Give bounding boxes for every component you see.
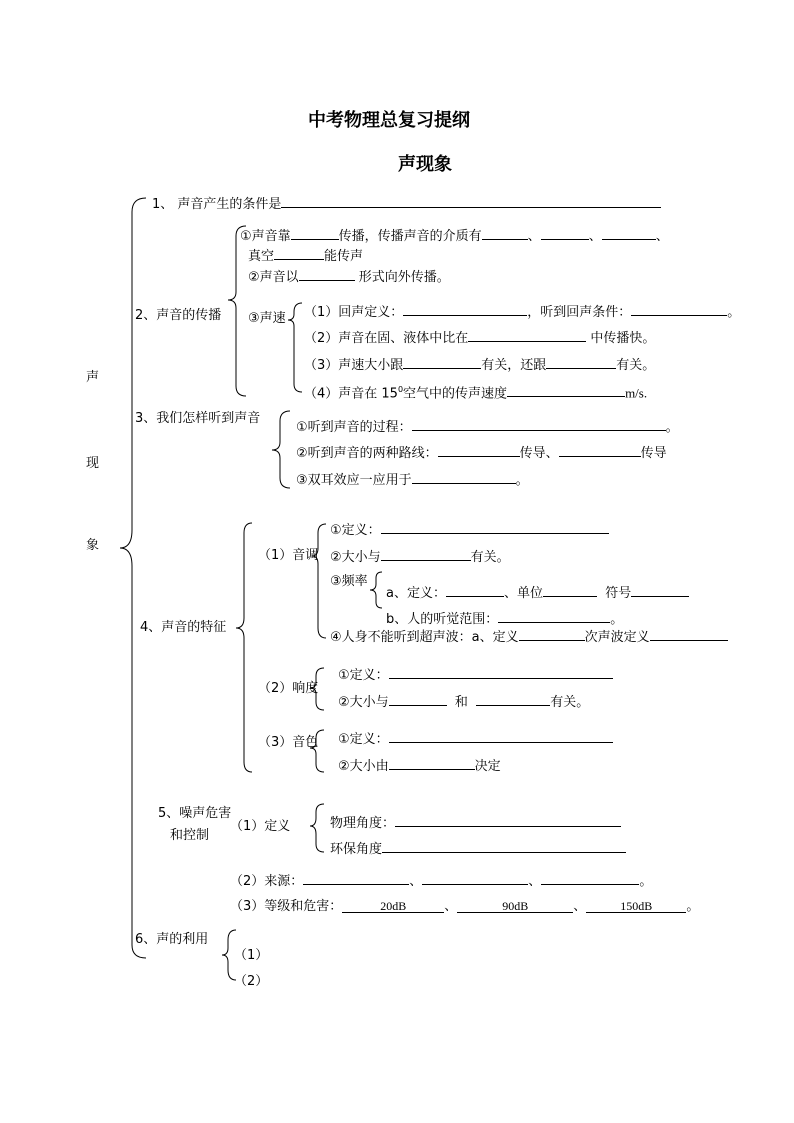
s2-e4sup: 0 bbox=[397, 385, 404, 394]
s2-blank-m2[interactable] bbox=[541, 227, 589, 240]
s4-blank-hearing[interactable] bbox=[498, 610, 610, 623]
s4-p3a2: 、单位 bbox=[503, 586, 543, 601]
side-char-3: 象 bbox=[86, 538, 100, 553]
s2-e4b: 空气中的传声速度 bbox=[403, 386, 508, 402]
s4-blank-ultra[interactable] bbox=[519, 628, 585, 641]
s5-phys bbox=[330, 814, 621, 832]
s3-brace bbox=[272, 411, 290, 488]
s2-e2a: （2）声音在固、液体中比在 bbox=[304, 331, 469, 346]
s2-blank-factor2[interactable] bbox=[546, 356, 616, 369]
s4-blank-loud-def[interactable] bbox=[389, 666, 613, 679]
s4-ultra bbox=[330, 628, 728, 646]
s4-l2a: ②大小与 bbox=[338, 695, 389, 710]
s2-row-a bbox=[240, 227, 669, 245]
s2-blank-echo-cond[interactable] bbox=[631, 303, 727, 316]
s5-db2[interactable]: 90dB bbox=[457, 900, 573, 913]
s3-c1: ③双耳效应一应用于 bbox=[296, 473, 412, 488]
s2-blank-medium2[interactable] bbox=[468, 329, 586, 342]
s5-src-end: 。 bbox=[639, 874, 653, 889]
s2-vac1: 真空 bbox=[248, 249, 275, 264]
s4-blank-loud1[interactable] bbox=[389, 693, 447, 706]
s3-label: 3、我们怎样听到声音 bbox=[135, 411, 261, 426]
s2-a2: 传播，传播声音的介质有 bbox=[338, 229, 482, 244]
s2-vac2: 能传声 bbox=[324, 249, 364, 264]
s5-blank-src2[interactable] bbox=[422, 872, 528, 885]
s3-a: ①听到声音的过程： bbox=[296, 420, 412, 435]
s4-p2a: ②大小与 bbox=[330, 550, 381, 565]
s5-lvl-end: 。 bbox=[686, 899, 700, 914]
pitch-brace bbox=[312, 524, 326, 638]
s2-e1c: 。 bbox=[727, 305, 741, 320]
s3-blank-route2[interactable] bbox=[559, 444, 641, 457]
s5-lvl bbox=[230, 899, 699, 915]
s2-blank-air[interactable] bbox=[507, 384, 625, 397]
s3-blank-process[interactable] bbox=[412, 418, 666, 431]
s2-a1: ①声音靠 bbox=[240, 229, 291, 244]
s4-label: 4、声音的特征 bbox=[140, 620, 227, 635]
s5-db1[interactable]: 20dB bbox=[342, 900, 444, 913]
s5-label2: 和控制 bbox=[170, 828, 210, 843]
s4-p3b2: 。 bbox=[610, 612, 624, 627]
s4-freq-a bbox=[386, 584, 689, 602]
s3-b3: 传导 bbox=[640, 446, 667, 461]
s4-t1: ①定义： bbox=[338, 732, 389, 747]
s5-blank-env[interactable] bbox=[382, 840, 626, 853]
s3-row-c bbox=[296, 471, 529, 489]
s2-e4c: m/s. bbox=[625, 385, 648, 401]
s4-pitch-def bbox=[330, 521, 609, 539]
s4-timbre-def bbox=[338, 730, 613, 748]
s2-blank-vac[interactable] bbox=[274, 247, 324, 260]
s5-label1: 5、噪声危害 bbox=[158, 806, 232, 821]
s2-row-b bbox=[248, 268, 450, 286]
s4-blank-timbre-def[interactable] bbox=[389, 730, 613, 743]
side-char-2: 现 bbox=[86, 456, 100, 471]
s2-b1: ②声音以 bbox=[248, 270, 299, 285]
s5-sep1: 、 bbox=[409, 874, 423, 889]
speed-brace bbox=[288, 303, 302, 392]
s2-e3b: 有关，还跟 bbox=[481, 358, 547, 373]
s4-blank-infra[interactable] bbox=[650, 628, 728, 641]
s5-lsep1: 、 bbox=[444, 899, 458, 914]
s2-blank-form[interactable] bbox=[299, 268, 355, 281]
s3-c2: 。 bbox=[515, 473, 529, 488]
s6-item1: （1） bbox=[234, 948, 269, 963]
s4-freq-b bbox=[386, 610, 623, 628]
s2-blank-factor1[interactable] bbox=[403, 356, 481, 369]
s4-p4a: ④人身不能听到超声波：a、定义 bbox=[330, 630, 519, 645]
page-subtitle: 声现象 bbox=[398, 154, 452, 175]
s6-item2: （2） bbox=[234, 974, 269, 989]
s4-blank-pitch-def[interactable] bbox=[381, 521, 609, 534]
s4-timbre-size bbox=[338, 757, 501, 775]
s4-p2b: 有关。 bbox=[470, 550, 510, 565]
def-brace bbox=[310, 804, 324, 852]
s3-blank-route1[interactable] bbox=[438, 444, 520, 457]
s2-label: 2、声音的传播 bbox=[135, 308, 222, 323]
s4-p3b1: b、人的听觉范围： bbox=[386, 612, 499, 627]
s5-env-label: 环保角度 bbox=[330, 842, 383, 857]
s5-def-label: （1）定义 bbox=[230, 819, 291, 834]
s2-air-speed-row bbox=[304, 382, 647, 402]
s4-loud-size bbox=[338, 693, 589, 711]
s1-label: 1、 声音产生的条件是 bbox=[152, 197, 282, 212]
s5-blank-src3[interactable] bbox=[541, 872, 639, 885]
s4-t2a: ②大小由 bbox=[338, 759, 389, 774]
s4-loud-label: （2）响度 bbox=[258, 681, 319, 696]
s1-row bbox=[152, 195, 661, 213]
s4-p4b: 次声波定义 bbox=[584, 630, 650, 645]
s4-t2b: 决定 bbox=[474, 759, 501, 774]
s4-blank-freq-unit[interactable] bbox=[543, 584, 597, 597]
s4-pitch-size bbox=[330, 548, 510, 566]
s2-b2: 形式向外传播。 bbox=[358, 270, 450, 285]
s5-blank-phys[interactable] bbox=[395, 814, 621, 827]
s2-blank-medium[interactable] bbox=[291, 227, 339, 240]
s2-blank-m1[interactable] bbox=[482, 227, 528, 240]
s6-label: 6、声的利用 bbox=[135, 932, 209, 947]
s5-src-label: （2）来源： bbox=[230, 874, 304, 889]
s3-a-end: 。 bbox=[665, 420, 679, 435]
s4-blank-freq-sym[interactable] bbox=[631, 584, 689, 597]
s3-b2: 传导、 bbox=[519, 446, 559, 461]
s2-row-vacuum bbox=[248, 247, 363, 265]
s4-blank-timbre[interactable] bbox=[389, 757, 475, 770]
s2-e1a: （1）回声定义： bbox=[304, 305, 404, 320]
s4-blank-loud2[interactable] bbox=[476, 693, 550, 706]
s4-p3a3: 符号 bbox=[605, 586, 632, 601]
s3-blank-binaural[interactable] bbox=[412, 471, 516, 484]
s1-blank[interactable] bbox=[281, 195, 661, 208]
s5-blank-src1[interactable] bbox=[303, 872, 409, 885]
page-title: 中考物理总复习提纲 bbox=[308, 110, 470, 131]
s2-sep2: 、 bbox=[588, 229, 602, 244]
s2-echo-row bbox=[304, 303, 740, 321]
s3-b1: ②听到声音的两种路线： bbox=[296, 446, 438, 461]
s2-e3a: （3）声速大小跟 bbox=[304, 358, 404, 373]
s5-src bbox=[230, 872, 652, 890]
s2-brace bbox=[228, 226, 246, 396]
s3-row-a bbox=[296, 418, 679, 436]
s2-solid-row bbox=[304, 329, 655, 347]
s4-blank-freq-def[interactable] bbox=[446, 584, 504, 597]
s5-phys-label: 物理角度： bbox=[330, 816, 396, 831]
s5-db3[interactable]: 150dB bbox=[586, 900, 686, 913]
s5-lvl-label: （3）等级和危害： bbox=[230, 899, 343, 914]
s2-sep1: 、 bbox=[527, 229, 541, 244]
s5-lsep2: 、 bbox=[573, 899, 587, 914]
s2-blank-echo-def[interactable] bbox=[403, 303, 527, 316]
s5-env bbox=[330, 840, 626, 858]
s4-freq-label: ③频率 bbox=[330, 574, 368, 589]
s2-e2b: 中传播快。 bbox=[590, 331, 656, 346]
s2-speed-factor-row bbox=[304, 356, 655, 374]
freq-brace bbox=[370, 572, 382, 608]
s4-p3a1: a、定义： bbox=[386, 586, 446, 601]
s2-e1b: ，听到回声条件： bbox=[527, 305, 632, 320]
s4-timbre-label: （3）音色 bbox=[258, 735, 319, 750]
s2-e4a: （4）声音在 15 bbox=[304, 386, 398, 402]
s4-l1: ①定义： bbox=[338, 668, 389, 683]
s2-sep3: 、 bbox=[655, 229, 669, 244]
s4-l2c: 有关。 bbox=[550, 695, 590, 710]
s4-brace bbox=[236, 523, 252, 772]
s4-blank-pitch-size[interactable] bbox=[381, 548, 471, 561]
s4-p1: ①定义： bbox=[330, 523, 381, 538]
s4-l2b: 和 bbox=[454, 695, 468, 710]
s4-loud-def bbox=[338, 666, 613, 684]
s3-row-b bbox=[296, 444, 667, 462]
s5-sep2: 、 bbox=[528, 874, 542, 889]
s2-speed-label: ③声速 bbox=[248, 311, 286, 326]
s2-e3c: 有关。 bbox=[616, 358, 656, 373]
s2-blank-m3[interactable] bbox=[602, 227, 656, 240]
s4-pitch-label: （1）音调 bbox=[258, 548, 319, 563]
side-char-1: 声 bbox=[86, 370, 100, 385]
